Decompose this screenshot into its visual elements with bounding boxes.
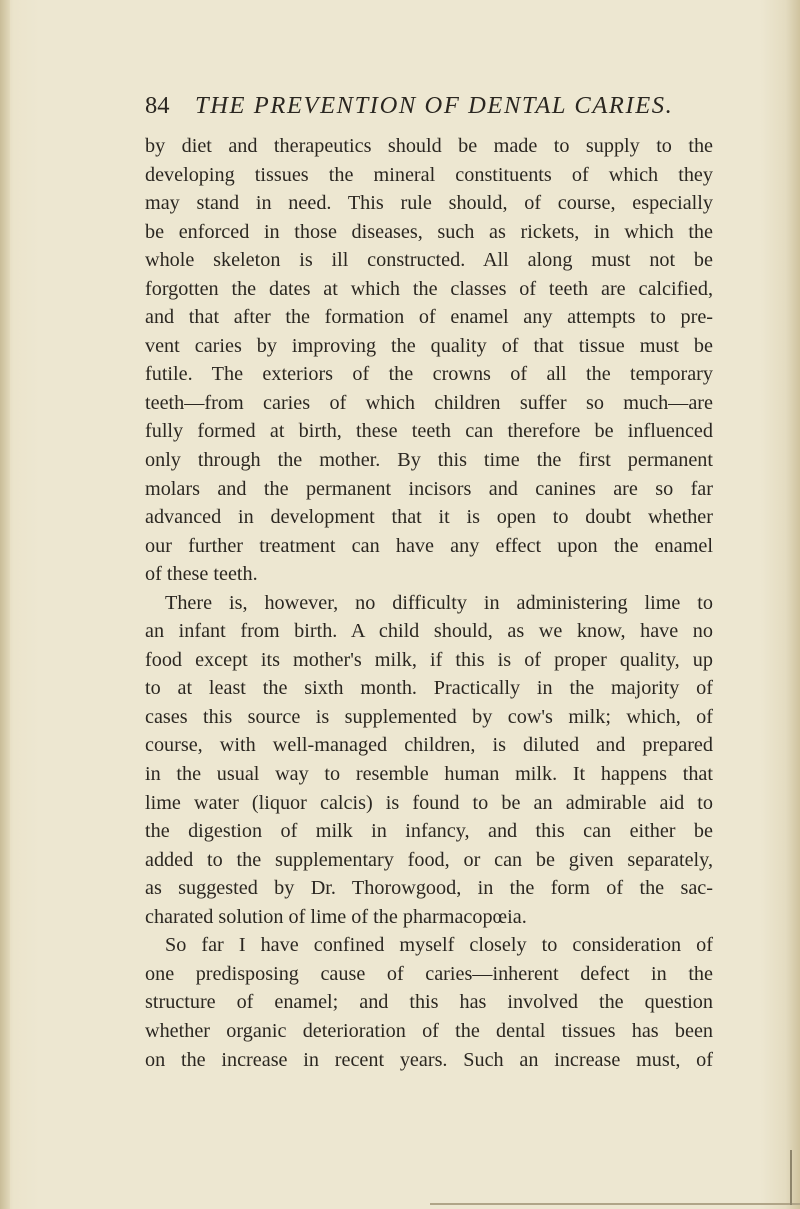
text-line: So far I have confined myself closely to consideration of xyxy=(165,934,713,957)
page-edge-left xyxy=(0,0,10,1209)
text-line: developing tissues the mineral constituents of which they xyxy=(145,163,713,186)
running-title: THE PREVENTION OF DENTAL CARIES. xyxy=(195,92,674,119)
text-line: futile. The exteriors of the crowns of all the temporary xyxy=(145,363,713,386)
text-line: teeth—from caries of which children suffer so much—are xyxy=(145,391,713,414)
page-edge-right xyxy=(786,0,800,1209)
text-line: cases this source is supplemented by cow's milk; which, of xyxy=(145,705,713,728)
text-line: one predisposing cause of caries—inherent defect in the xyxy=(145,962,713,985)
body-text xyxy=(145,132,713,1074)
text-line: an infant from birth. A child should, as we know, have no xyxy=(145,620,713,643)
text-line: by diet and therapeutics should be made to supply to the xyxy=(145,135,713,157)
text-line: vent caries by improving the quality of that tissue must be xyxy=(145,334,713,357)
text-line: added to the supplementary food, or can be given separately, xyxy=(145,848,713,871)
text-line: forgotten the dates at which the classes of teeth are calcified, xyxy=(145,277,713,300)
text-line: advanced in development that it is open to doubt whether xyxy=(145,506,713,529)
page-corner-edge xyxy=(790,1150,792,1205)
text-line: whether organic deterioration of the dental tissues has been xyxy=(145,1019,713,1042)
text-line: may stand in need. This rule should, of course, especially xyxy=(145,192,713,215)
text-line: charated solution of lime of the pharmacopœia. xyxy=(145,905,527,928)
text-line: of these teeth. xyxy=(145,563,258,586)
text-line: on the increase in recent years. Such an increase must, of xyxy=(145,1048,713,1071)
page-number: 84 xyxy=(145,92,170,119)
text-line: There is, however, no difficulty in administering lime to xyxy=(165,591,713,614)
text-line: and that after the formation of enamel any attempts to pre- xyxy=(145,306,713,329)
text-line: the digestion of milk in infancy, and this can either be xyxy=(145,820,713,843)
text-line: in the usual way to resemble human milk. It happens that xyxy=(145,763,713,786)
text-line: food except its mother's milk, if this is of proper quality, up xyxy=(145,648,713,671)
text-line: as suggested by Dr. Thorowgood, in the form of the sac- xyxy=(145,877,713,900)
text-line: course, with well-managed children, is diluted and prepared xyxy=(145,734,713,757)
page-bottom-edge xyxy=(430,1203,800,1205)
running-header xyxy=(145,88,705,124)
text-line: structure of enamel; and this has involved the question xyxy=(145,991,713,1014)
text-line: lime water (liquor calcis) is found to be an admirable aid to xyxy=(145,791,713,814)
text-line: our further treatment can have any effect upon the enamel xyxy=(145,534,713,557)
text-line: be enforced in those diseases, such as rickets, in which the xyxy=(145,220,713,243)
text-line: whole skeleton is ill constructed. All along must not be xyxy=(145,249,713,272)
text-line: to at least the sixth month. Practically in the majority of xyxy=(145,677,713,700)
text-line: molars and the permanent incisors and canines are so far xyxy=(145,477,713,500)
text-line: only through the mother. By this time the first permanent xyxy=(145,449,713,472)
text-line: fully formed at birth, these teeth can therefore be influenced xyxy=(145,420,713,443)
